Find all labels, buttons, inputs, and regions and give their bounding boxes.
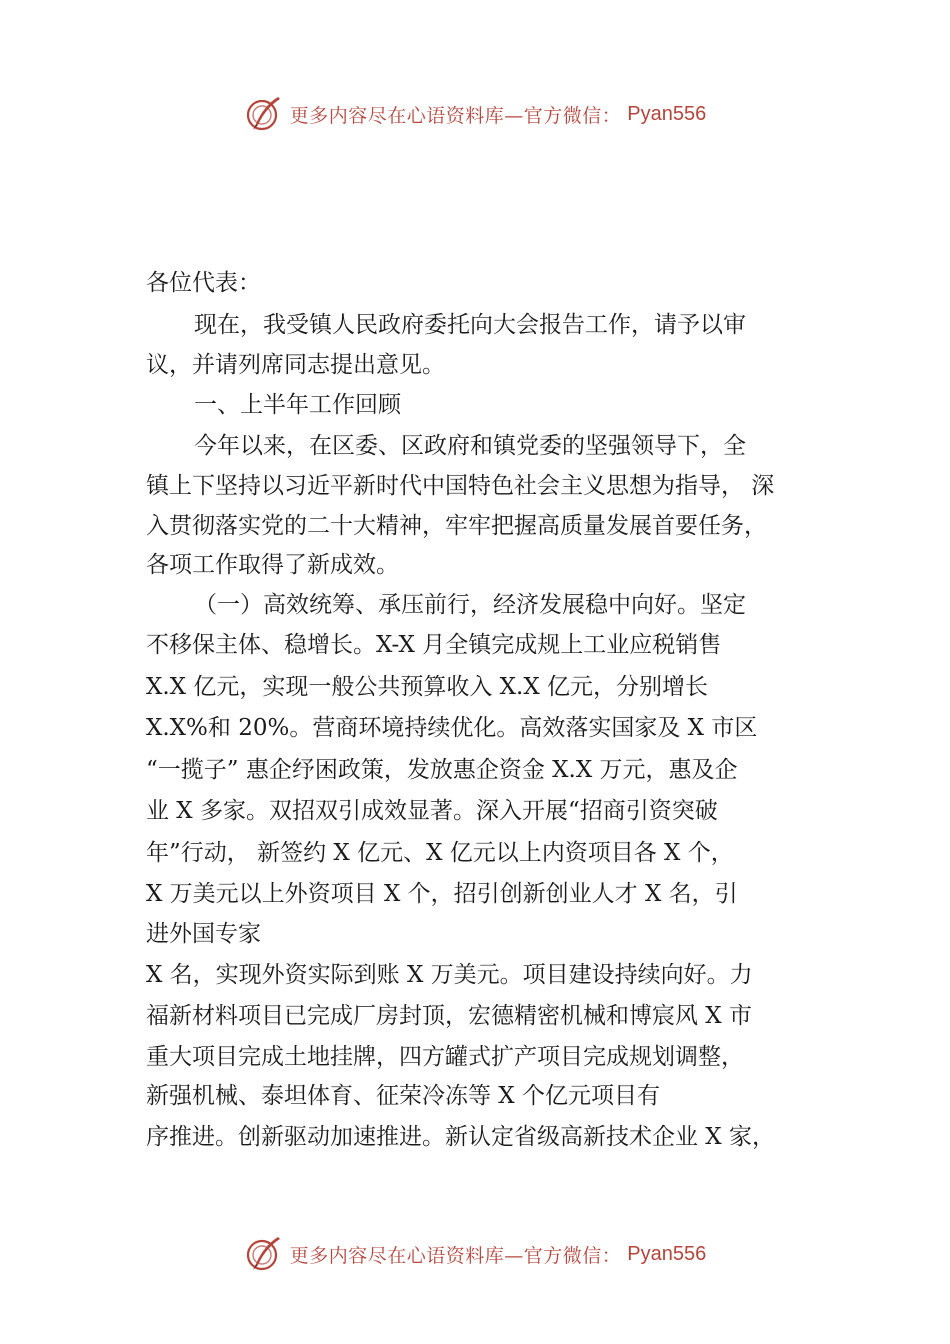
- watermark-wechat-id: Pyan556: [627, 1242, 707, 1265]
- paragraph-line: 现在，我受镇人民政府委托向大会报告工作，请予以审: [194, 312, 746, 338]
- salutation: 各位代表：: [146, 270, 261, 296]
- paragraph-line: 镇上下坚持以习近平新时代中国特色社会主义思想为指导， 深: [146, 473, 775, 499]
- watermark-banner-bottom: [0, 1232, 950, 1276]
- quill-logo-icon: [244, 1234, 284, 1274]
- paragraph-line: X.X%和 20%。营商环境持续优化。高效落实国家及 X 市区: [146, 715, 758, 741]
- paragraph-line: 序推进。创新驱动加速推进。新认定省级高新技术企业 X 家，: [146, 1124, 775, 1150]
- paragraph-line: “一揽子” 惠企纾困政策，发放惠企资金 X.X 万元，惠及企: [146, 757, 738, 783]
- paragraph-line: 年”行动， 新签约 X 亿元、X 亿元以上内资项目各 X 个，: [146, 840, 734, 866]
- paragraph-line: X.X 亿元，实现一般公共预算收入 X.X 亿元，分别增长: [146, 674, 709, 700]
- paragraph-line: 业 X 多家。双招双引成效显著。深入开展“招商引资突破: [146, 798, 718, 824]
- paragraph-line: 福新材料项目已完成厂房封顶，宏德精密机械和博宸风 X 市: [146, 1003, 752, 1029]
- watermark-text: 更多内容尽在心语资料库—官方微信：: [289, 104, 622, 127]
- paragraph-line: 进外国专家: [146, 921, 261, 947]
- paragraph-line: 不移保主体、稳增长。X-X 月全镇完成规上工业应税销售: [146, 632, 722, 658]
- paragraph-line: 新强机械、泰坦体育、征荣冷冻等 X 个亿元项目有: [146, 1083, 660, 1109]
- quill-logo-icon: [244, 94, 284, 134]
- paragraph-line: 议，并请列席同志提出意见。: [146, 352, 445, 378]
- paragraph-line: 各项工作取得了新成效。: [146, 552, 399, 578]
- section-heading: 一、上半年工作回顾: [194, 392, 401, 418]
- watermark-text: 更多内容尽在心语资料库—官方微信：: [289, 1244, 622, 1267]
- watermark-banner-top: [0, 92, 950, 136]
- paragraph-line: 今年以来，在区委、区政府和镇党委的坚强领导下，全: [194, 433, 746, 459]
- paragraph-line: 入贯彻落实党的二十大精神，牢牢把握高质量发展首要任务，: [146, 513, 767, 539]
- paragraph-line: X 万美元以上外资项目 X 个，招引创新创业人才 X 名，引: [146, 881, 738, 907]
- paragraph-line: 重大项目完成土地挂牌，四方罐式扩产项目完成规划调整，: [146, 1044, 744, 1070]
- paragraph-line: （一）高效统筹、承压前行，经济发展稳中向好。坚定: [194, 592, 746, 618]
- watermark-wechat-id: Pyan556: [627, 102, 707, 125]
- paragraph-line: X 名，实现外资实际到账 X 万美元。项目建设持续向好。力: [146, 962, 753, 988]
